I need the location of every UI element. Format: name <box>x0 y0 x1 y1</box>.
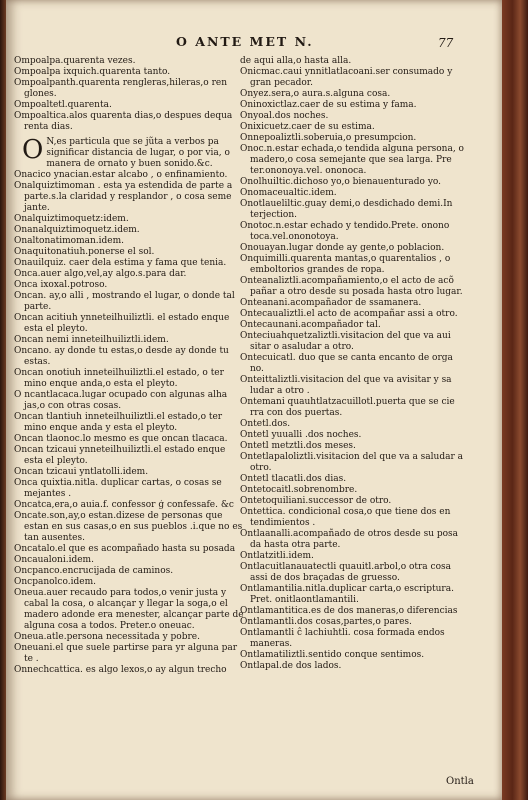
dictionary-entry: Oninoxictlaz.caer de su estima y fama. <box>240 100 417 110</box>
dictionary-entry: Ompoalpa ixquich.quarenta tanto. <box>14 67 171 77</box>
dictionary-entry: Oncan tlantiuh inneteilhuiliztli.el estado,o ter mino enque anda y esta el pleyto. <box>14 412 223 433</box>
dictionary-entry: Onicmac.caui ynnitlatlacoani.ser consumado y gran pecador. <box>240 67 453 88</box>
dictionary-entry: Onquimilli.quarenta mantas,o quarentalios , o emboltorios grandes de ropa. <box>240 254 451 275</box>
dictionary-entry: Onoc.n.estar echada,o tendida alguna persona, o madero,o cosa semejante que sea larga. Pre ter.ononoya.vel. ononoca. <box>240 144 464 176</box>
dictionary-entry: Ontetl yuualli .dos noches. <box>240 430 362 440</box>
dictionary-entry: Oncan nemi inneteilhuiliztli.idem. <box>14 335 169 345</box>
dictionary-entry: Onca.auer algo,vel,ay algo.s.para dar. <box>14 269 187 279</box>
dictionary-entry: Ontemani quauhtlatzacuillotl.puerta que se cie rra con dos puertas. <box>240 397 455 418</box>
dictionary-entry: Onca quixtia.nitla. duplicar cartas, o cosas se mejantes . <box>14 478 222 499</box>
dictionary-entry: Onolhuiltic.dichoso yo,o bienauenturado yo. <box>240 177 442 187</box>
dictionary-entry: Onotoc.n.estar echado y tendido.Prete. onono toca.vel.ononotoya. <box>240 221 450 242</box>
dictionary-entry: Oncaualoni.idem. <box>14 555 94 565</box>
dictionary-entry: Oneua.atle.persona necessitada y pobre. <box>14 632 200 642</box>
dictionary-entry: Ontettica. condicional cosa,o que tiene dos en tendimientos . <box>240 507 451 528</box>
dictionary-entry: Onteanani.acompañador de ssamanera. <box>240 298 422 308</box>
dictionary-entry: Onteittaliztli.visitacion del que va avisitar y sa ludar a otro . <box>240 375 452 396</box>
dictionary-entry: Ompoalpanth.quarenta rengleras,hileras,o ren glones. <box>14 78 227 99</box>
dictionary-entry: Oncan acitiuh ynneteilhuiliztli. el estado enque esta el pleyto. <box>14 313 230 334</box>
dictionary-entry: Onanalquiztimoquetz.idem. <box>14 225 140 235</box>
dictionary-entry: Ontlamantli ĉ lachiuhtli. cosa formada endos maneras. <box>240 628 445 649</box>
dictionary-entry: Oncate.son,ay,o estan.dizese de personas que estan en sus casas,o en sus pueblos .i.que no es tan ausentes. <box>14 511 243 543</box>
page-header <box>6 34 502 54</box>
dictionary-entry: Onomaceualtic.idem. <box>240 188 337 198</box>
book-page <box>6 0 502 800</box>
dictionary-entry: Oncatca,era,o auia.f. confessor ģ confessafe. &c <box>14 500 234 510</box>
dictionary-entry: Ontetl tlacatli.dos dias. <box>240 474 347 484</box>
dictionary-entry: Onotlaueliltic.guay demi,o desdichado demi.In terjection. <box>240 199 453 220</box>
dictionary-entry: Onnepoaliztli.soberuia,o presumpcion. <box>240 133 417 143</box>
dictionary-entry: Onca ixoxal.potroso. <box>14 280 108 290</box>
dictionary-entry: Ontlamantilia.nitla.duplicar carta,o escriptura. Pret. onitlaontlamantili. <box>240 584 454 605</box>
dictionary-entry: Ontetocaitl.sobrenombre. <box>240 485 358 495</box>
dictionary-entry: Ontetoquiliani.successor de otro. <box>240 496 392 506</box>
dictionary-entry: Oncan. ay,o alli , mostrando el lugar, o donde tal parte. <box>14 291 235 312</box>
dictionary-entry: Oneuani.el que suele partirse para yr alguna par te . <box>14 643 238 664</box>
dictionary-entry: O ncantlacaca.lugar ocupado con algunas alha jas,o con otras cosas. <box>14 390 228 411</box>
dictionary-entry: Onouayan.lugar donde ay gente,o poblacion. <box>240 243 445 253</box>
dictionary-entry: Oncan onotiuh inneteilhuiliztli.el estado, o ter mino enque anda,o esta el pleyto. <box>14 368 224 389</box>
dictionary-entry: Oncano. ay donde tu estas,o desde ay donde tu estas. <box>14 346 229 367</box>
dictionary-entry: Ontlamantli.dos cosas,partes,o pares. <box>240 617 412 627</box>
page-edges <box>502 0 528 800</box>
dictionary-entry: Ompoaltetl.quarenta. <box>14 100 112 110</box>
dictionary-entry: Ontlamantitica.es de dos maneras,o diferencias <box>240 606 458 616</box>
dictionary-entry: Ontlaanalli.acompañado de otros desde su posa da hasta otra parte. <box>240 529 459 550</box>
left-column <box>14 56 246 676</box>
dictionary-entry: Oncan tzicaui yntlatolli.idem. <box>14 467 149 477</box>
dictionary-entry: Oncpanolco.idem. <box>14 577 96 587</box>
dictionary-entry: Onaquitonatiuh.ponerse el sol. <box>14 247 155 257</box>
dictionary-entry: Ontetl metztli.dos meses. <box>240 441 356 451</box>
dictionary-entry: Onyez.sera,o aura.s.alguna cosa. <box>240 89 391 99</box>
dictionary-entry: Onteciuahquetzaliztli.visitacion del que va aui sitar o asaludar a otro. <box>240 331 451 352</box>
dictionary-entry: Onaltonatimoman.idem. <box>14 236 124 246</box>
dictionary-entry: Onalquiztimoquetz:idem. <box>14 214 129 224</box>
dictionary-entry: Ontlacuitlanauatectli quauitl.arbol,o otra cosa assi de dos braçadas de gruesso. <box>240 562 451 583</box>
dictionary-entry: Oncpanco.encrucijada de caminos. <box>14 566 174 576</box>
dictionary-entry: Ontecuicatl. duo que se canta encanto de orga no. <box>240 353 453 374</box>
dictionary-entry: Onnechcattica. es algo lexos,o ay algun trecho <box>14 665 227 675</box>
dictionary-entry: Onalquiztimoman . esta ya estendida de parte a parte.s.la claridad y resplandor , o cosa seme jante. <box>14 181 233 213</box>
catchword: Ontla <box>446 776 474 787</box>
right-column <box>240 56 468 672</box>
dictionary-entry: Onteanaliztli.acompañamiento,o el acto de acõ pañar a otro desde su posada hasta otro lugar. <box>240 276 463 297</box>
dictionary-entry: Ontetl.dos. <box>240 419 291 429</box>
dictionary-entry: Ontlamatiliztli.sentido conque sentimos. <box>240 650 425 660</box>
dictionary-entry: Ontecaualiztli.el acto de acompañar assi a otro. <box>240 309 458 319</box>
dictionary-entry: Ontecaunani.acompañador tal. <box>240 320 381 330</box>
dictionary-entry: Oneua.auer recaudo para todos,o venir justa y cabal la cosa, o alcançar y llegar la soga,o el madero adonde era menester, alcançar parte de alguna cosa a todos. Preter.o oneuac. <box>14 588 244 631</box>
drop-cap: O <box>22 135 44 165</box>
dictionary-entry: Oncan tlaonoc.lo mesmo es que oncan tlacaca. <box>14 434 228 444</box>
dictionary-entry: Ompoalpa.quarenta vezes. <box>14 56 136 66</box>
dictionary-entry: Onacico ynacian.estar alcabo , o enfinamiento. <box>14 170 228 180</box>
dictionary-entry: Oncan tzicaui ynneteilhuiliztli.el estado enque esta el pleyto. <box>14 445 226 466</box>
dictionary-entry: Ontetlapaloliztli.visitacion del que va a saludar a otro. <box>240 452 463 473</box>
dictionary-entry: Oncatalo.el que es acompañado hasta su posada <box>14 544 236 554</box>
dictionary-entry: Ontlatzitli.idem. <box>240 551 314 561</box>
dictionary-entry: O N,es particula que se jũta a verbos pa significar distancia de lugar, o por via, o manera de ornato y buen sonido.&c. <box>22 135 230 169</box>
dictionary-entry: Ontlapal.de dos lados. <box>240 661 342 671</box>
dictionary-entry: Onixicuetz.caer de su estima. <box>240 122 375 132</box>
running-title: O ANTE MET N. <box>176 34 314 49</box>
dictionary-entry: Onyoal.dos noches. <box>240 111 329 121</box>
dictionary-entry: Ompoaltica.alos quarenta dias,o despues dequa renta dias. <box>14 111 233 132</box>
dictionary-entry: de aqui alla,o hasta alla. <box>240 56 352 66</box>
page-number: 77 <box>438 36 454 50</box>
dictionary-entry: Onauilquiz. caer dela estima y fama que tenia. <box>14 258 227 268</box>
